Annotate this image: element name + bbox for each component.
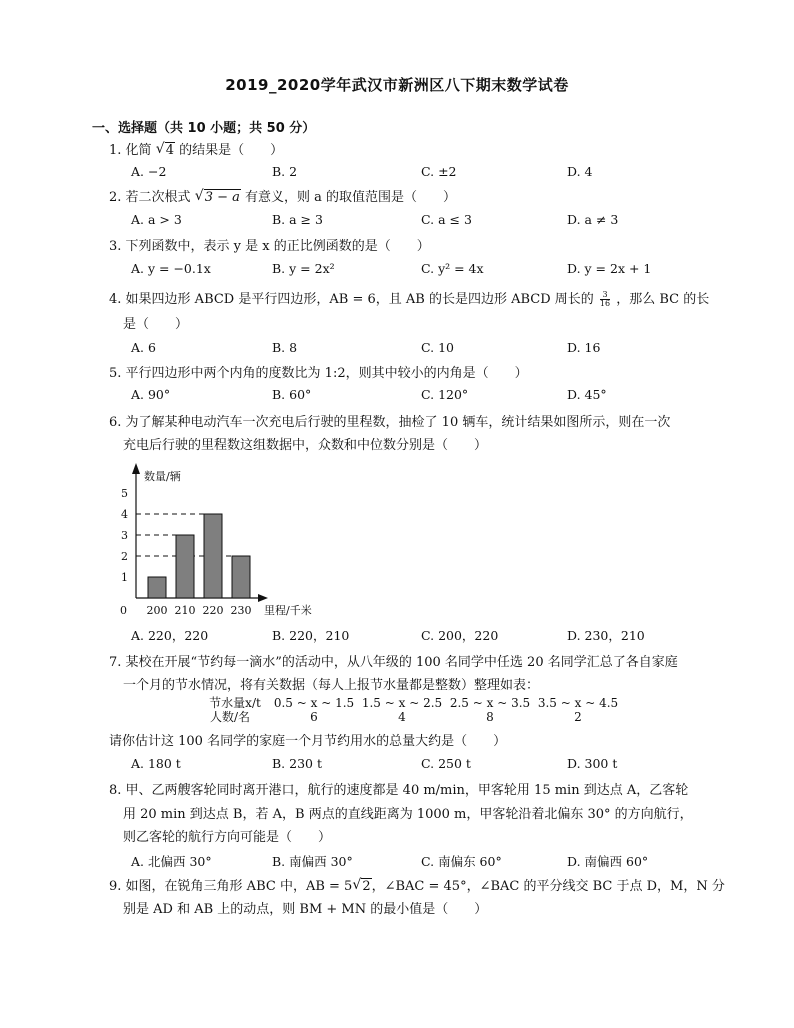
options-7 (131, 756, 731, 776)
question-9 (109, 876, 729, 898)
question-text: 若二次根式 (125, 190, 191, 205)
option-d[interactable]: D. 16 (567, 340, 601, 355)
question-text: ，那么 BC 的长 (616, 292, 710, 307)
question-text: ，∠BAC = 45°，∠BAC 的平分线交 BC 于点 D，M，N 分 (371, 879, 725, 894)
question-text: 为了解某种电动汽车一次充电后行驶的里程数，抽检了 10 辆车，统计结果如图所示，则在一次 (125, 415, 671, 430)
question-6-line2: 充电后行驶的里程数这组数据中，众数和中位数分别是（ ） (123, 438, 488, 453)
x-tick-label: 200 (146, 604, 168, 617)
question-text: 有意义，则 a 的取值范围是（ ） (245, 190, 457, 205)
options-6 (131, 626, 731, 646)
option-b[interactable]: B. 南偏西 30° (272, 854, 353, 869)
table-cell: 4 (398, 710, 406, 724)
y-tick-label: 2 (121, 550, 128, 563)
option-c[interactable]: C. ±2 (421, 164, 457, 179)
question-text: 如果四边形 ABCD 是平行四边形，AB = 6，且 AB 的长是四边形 ABCD 周长的 (125, 292, 594, 307)
fraction-numerator: 3 (600, 291, 610, 300)
table-cell: 3.5 ~ x ~ 4.5 (537, 696, 619, 710)
option-c[interactable]: C. 120° (421, 387, 469, 402)
question-number: 9. (109, 879, 122, 894)
radicand: 2 (362, 879, 371, 894)
option-b[interactable]: B. y = 2x² (272, 261, 335, 276)
y-tick-label: 5 (121, 487, 128, 500)
option-a[interactable]: A. a > 3 (131, 212, 182, 227)
table-cell: 2.5 ~ x ~ 3.5 (449, 696, 531, 710)
options-8 (131, 852, 731, 872)
question-number: 2. (109, 190, 122, 205)
options-4 (131, 340, 731, 360)
bar-230 (232, 556, 250, 598)
question-1 (109, 140, 709, 162)
question-number: 4. (109, 292, 122, 307)
option-c[interactable]: C. 10 (421, 340, 454, 355)
question-number: 6. (109, 415, 122, 430)
question-text: 如图，在锐角三角形 ABC 中，AB = 5 (125, 879, 353, 894)
y-axis-arrow (132, 463, 140, 474)
option-b[interactable]: B. 2 (272, 164, 298, 179)
question-text: 平行四边形中两个内角的度数比为 1:2，则其中较小的内角是（ ） (125, 366, 528, 381)
option-a[interactable]: A. −2 (131, 164, 167, 179)
sqrt-expression: √ 3 − a (194, 188, 240, 205)
y-tick-label: 1 (121, 571, 128, 584)
table-cell: 6 (310, 710, 318, 724)
fraction (600, 291, 610, 308)
x-tick-label: 210 (174, 604, 196, 617)
x-tick-label: 220 (202, 604, 224, 617)
radicand: 3 − a (204, 190, 240, 205)
options-1 (131, 164, 731, 184)
y-tick-label: 4 (121, 508, 128, 521)
question-7-line2: 一个月的节水情况，将有关数据（每人上报节水量都是整数）整理如表： (123, 678, 540, 693)
question-text: 下列函数中，表示 y 是 x 的正比例函数的是（ ） (125, 239, 430, 254)
question-number: 8. (109, 783, 122, 798)
mileage-bar-chart (118, 460, 338, 620)
y-axis-label: 数量/辆 (144, 470, 181, 483)
table-cell: 0.5 ~ x ~ 1.5 (273, 696, 355, 710)
fraction-denominator: 16 (599, 299, 611, 308)
option-d[interactable]: D. 4 (567, 164, 593, 179)
option-b[interactable]: B. 220，210 (272, 628, 350, 643)
options-3 (131, 261, 731, 281)
question-number: 7. (109, 655, 122, 670)
option-a[interactable]: A. 北偏西 30° (131, 854, 212, 869)
question-9-line2: 别是 AD 和 AB 上的动点，则 BM + MN 的最小值是（ ） (123, 902, 488, 917)
option-d[interactable]: D. 230，210 (567, 628, 645, 643)
section-heading: 一、选择题（共 10 小题；共 50 分） (92, 121, 316, 136)
options-5 (131, 387, 731, 407)
option-b[interactable]: B. 8 (272, 340, 298, 355)
y-tick-label: 3 (121, 529, 128, 542)
option-d[interactable]: D. a ≠ 3 (567, 212, 619, 227)
x-tick-label: 230 (230, 604, 252, 617)
question-text: 某校在开展“节约每一滴水”的活动中，从八年级的 100 名同学中任选 20 名同学汇总了各自家庭 (125, 655, 678, 670)
options-2 (131, 212, 731, 232)
bar-210 (176, 535, 194, 598)
option-a[interactable]: A. y = −0.1x (131, 261, 211, 276)
question-8 (109, 780, 729, 802)
option-a[interactable]: A. 180 t (131, 756, 181, 771)
bar-220 (204, 514, 222, 598)
table-cell: 人数/名 (209, 710, 251, 724)
question-8-line3: 则乙客轮的航行方向可能是（ ） (123, 830, 332, 845)
origin-label: 0 (120, 604, 127, 617)
option-b[interactable]: B. 230 t (272, 756, 322, 771)
radicand: 4 (165, 143, 174, 158)
option-c[interactable]: C. y² = 4x (421, 261, 484, 276)
option-c[interactable]: C. 250 t (421, 756, 471, 771)
option-a[interactable]: A. 90° (131, 387, 171, 402)
sqrt-expression: √ 2 (352, 877, 371, 894)
option-b[interactable]: B. 60° (272, 387, 312, 402)
question-8-line2: 用 20 min 到达点 B，若 A，B 两点的直线距离为 1000 m，甲客轮沿着北偏东 30° 的方向航行， (123, 807, 693, 822)
table-cell: 1.5 ~ x ~ 2.5 (361, 696, 443, 710)
question-4-line2: 是（ ） (123, 317, 189, 332)
question-text: 甲、乙两艘客轮同时离开港口，航行的速度都是 40 m/min，甲客轮用 15 min 到达点 A，乙客轮 (125, 783, 689, 798)
table-cell: 节水量x/t (209, 696, 261, 710)
question-number: 1. (109, 143, 122, 158)
option-a[interactable]: A. 6 (131, 340, 156, 355)
question-7-line3: 请你估计这 100 名同学的家庭一个月节约用水的总量大约是（ ） (109, 734, 507, 749)
table-cell: 2 (574, 710, 582, 724)
option-a[interactable]: A. 220，220 (131, 628, 209, 643)
sqrt-expression: √ 4 (155, 141, 174, 158)
question-text: 化简 (125, 143, 152, 158)
question-4 (109, 289, 729, 311)
option-c[interactable]: C. 200，220 (421, 628, 499, 643)
option-d[interactable]: D. 南偏西 60° (567, 854, 649, 869)
option-d[interactable]: D. 45° (567, 387, 607, 402)
table-cell: 8 (486, 710, 494, 724)
question-6 (109, 412, 729, 434)
option-c[interactable]: C. 南偏东 60° (421, 854, 502, 869)
question-number: 3. (109, 239, 122, 254)
question-5 (109, 363, 709, 385)
question-text: 的结果是（ ） (179, 143, 284, 158)
x-axis-arrow (258, 594, 268, 602)
question-number: 5. (109, 366, 122, 381)
option-c[interactable]: C. a ≤ 3 (421, 212, 472, 227)
question-7 (109, 652, 729, 674)
option-d[interactable]: D. 300 t (567, 756, 618, 771)
question-3 (109, 236, 709, 258)
option-b[interactable]: B. a ≥ 3 (272, 212, 323, 227)
question-2 (109, 187, 709, 209)
bar-200 (148, 577, 166, 598)
x-axis-label: 里程/千米 (264, 604, 312, 617)
option-d[interactable]: D. y = 2x + 1 (567, 261, 652, 276)
page-title: 2019_2020学年武汉市新洲区八下期末数学试卷 (225, 76, 569, 94)
